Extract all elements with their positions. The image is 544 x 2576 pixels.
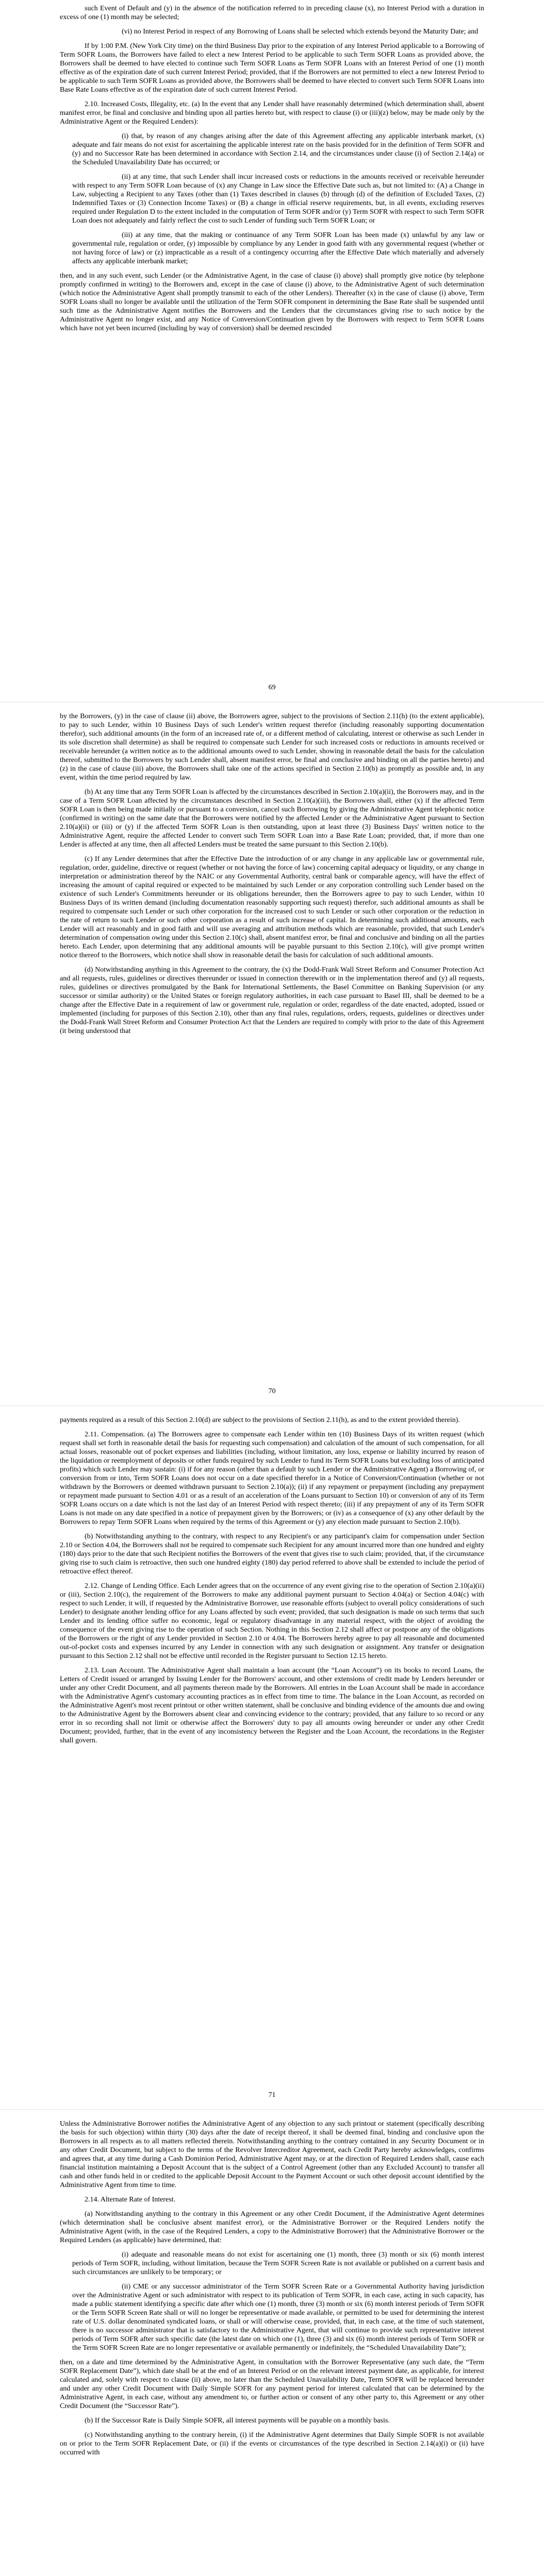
section-heading-paragraph: 2.13. Loan Account. The Administrative Agent shall maintain a loan account (the “Loan Account”) on its books to record Loans, the Letters of Credit issued or arranged by Issuing Lender for the Borrowers' account, and other extensions of credit made by Lenders hereunder or under any other Credit Document, and all payments thereon made by the Borrowers. All entries in the Loan Account shall be made in accordance with the Administrative Agent's customary accounting practices as in effect from time to time. The balance in the Loan Account, as recorded on the Administrative Agent's most recent printout or other written statement, shall be conclusive and binding evidence of the amounts due and owing to the Administrative Agent by the Borrowers absent clear and convincing evidence to the contrary; provided, that any failure to so record or any error in so recording shall not limit or otherwise affect the Borrowers' duty to pay all amounts owing hereunder or under any other Credit Document; provided, further, that in the event of any inconsistency between the Register and the Loan Account, the recordations in the Register shall govern. — [60, 1667, 484, 1744]
page-number: 70 — [268, 1387, 276, 1395]
page-number: 69 — [268, 684, 276, 691]
paragraph: (c) If any Lender determines that after the Effective Date the introduction of or any change in any applicable law or governmental rule, regulation, order, guideline, directive or request (whether or not having the force of law) concerning capital adequacy or liquidity, or any change in interpretation or administration thereof by the NAIC or any Governmental Authority, central bank or comparable agency, will have the effect of increasing the amount of capital required or expected to be maintained by such Lender or any corporation controlling such Lender based on the existence of such Lender's Commitments hereunder or its obligations hereunder, then the Borrowers agree to pay to such Lender, within 10 Business Days of its written demand (including documentation reasonably supporting such request) therefor, such additional amounts as shall be required to compensate such Lender or such other corporation for the increased cost to such Lender or such other corporation or the reduction in the rate of return to such Lender or such other corporation as a result of such increase of capital. In determining such additional amounts, each Lender will act reasonably and in good faith and will use averaging and attribution methods which are reasonable, provided, that such Lender's determination of compensation owing under this Section 2.10(c) shall, absent manifest error, be final and conclusive and binding on all the parties hereto. Each Lender, upon determining that any additional amounts will be payable pursuant to this Section 2.10(c), will give prompt written notice thereof to the Borrowers, which notice shall show in reasonable detail the basis for calculation of such additional amounts. — [60, 855, 484, 959]
paragraph: (iii) at any time, that the making or continuance of any Term SOFR Loan has been made (x) unlawful by any law or governmental rule, regulation or order, (y) impossible by compliance by any Lender in good faith with any governmental request (whether or not having force of law) or (z) impracticable as a result of a contingency occurring after the Effective Date which materially and adversely affects any applicable interbank market; — [72, 231, 484, 265]
page-number: 71 — [268, 2091, 276, 2099]
page-69-body — [60, 4, 484, 338]
page-divider — [0, 2109, 544, 2110]
paragraph: (b) Notwithstanding anything to the contrary, with respect to any Recipient's or any participant's claim for compensation under Section 2.10 or Section 4.04, the Borrowers shall not be required to compensate such Recipient for any amount incurred more than one hundred and eighty (180) days prior to the date that such Recipient notifies the Borrowers of the event that gives rise to such claim; provided, that, if the circumstance giving rise to such claim is retroactive, then such one hundred eighty (180) day period referred to above shall be extended to include the period of retroactive effect thereof. — [60, 1533, 484, 1575]
paragraph: then, and in any such event, such Lender (or the Administrative Agent, in the case of clause (i) above) shall promptly give notice (by telephone promptly confirmed in writing) to the Borrowers and, except in the case of clause (i) above, to the Administrative Agent of such determination (which notice the Administrative Agent shall promptly transmit to each of the other Lenders). Thereafter (x) in the case of clause (i) above, Term SOFR Loans shall no longer be available until the utilization of the Term SOFR component in determining the Base Rate shall be suspended until such time as the Administrative Agent notifies the Borrowers and the Lenders that the circumstances giving rise to such notice by the Administrative Agent no longer exist, and any Notice of Conversion/Continuation given by the Borrowers with respect to Term SOFR Loans which have not yet been incurred (including by way of conversion) shall be deemed rescinded — [60, 272, 484, 332]
page-71-body — [60, 1416, 484, 1751]
section-heading: 2.14. Alternate Rate of Interest. — [85, 2196, 176, 2204]
section-heading-paragraph: 2.12. Change of Lending Office. Each Lender agrees that on the occurrence of any event giving rise to the operation of Section 2.10(a)(ii) or (iii), Section 2.10(c), the requirement of the Borrowers to make any additional payment pursuant to Section 4.04(a) or Section 4.04(c) with respect to such Lender, it will, if requested by the Administrative Borrower, use reasonable efforts (subject to overall policy considerations of such Lender) to designate another lending office for any Loans affected by such event; provided, that such designation is made on such terms that such Lender and its lending office suffer no economic, legal or regulatory disadvantage in any material respect, with the object of avoiding the consequence of the event giving rise to the operation of such Section. Nothing in this Section 2.12 shall affect or postpone any of the obligations of the Borrowers or the right of any Lender provided in Section 2.10 or 4.04. The Borrowers hereby agree to pay all reasonable and documented out-of-pocket costs and expenses incurred by any Lender in connection with any such designation or assignment. Any transfer or designation pursuant to this Section 2.12 shall not be effective until recorded in the Register pursuant to Section 12.15 hereto. — [60, 1582, 484, 1660]
paragraph: payments required as a result of this Section 2.10(d) are subject to the provisions of Section 2.11(h), as and to the extent provided therein). — [60, 1416, 460, 1424]
paragraph: If by 1:00 P.M. (New York City time) on the third Business Day prior to the expiration of any Interest Period applicable to a Borrowing of Term SOFR Loans, the Borrowers have failed to elect a new Interest Period to be applicable to such Term SOFR Loans as provided above, the Borrowers shall be deemed to have elected to continue such Term SOFR Loans as Term SOFR Loans with an Interest Period of one (1) month effective as of the expiration date of such current Interest Period; provided, that if the Borrowers are not permitted to elect a new Interest Period to be applicable to such Term SOFR Loans as provided above, the Borrowers shall be deemed to have elected to convert such Term SOFR Loans into Base Rate Loans effective as of the expiration date of such current Interest Period. — [60, 42, 484, 94]
document-page-72 — [0, 2111, 544, 2576]
document-page-70 — [0, 704, 544, 1405]
paragraph: (b) At any time that any Term SOFR Loan is affected by the circumstances described in Section 2.10(a)(ii), the Borrowers may, and in the case of a Term SOFR Loan affected by the circumstances described in Section 2.10(a)(iii), the Borrowers shall, either (x) if the affected Term SOFR Loan is then being made initially or pursuant to a conversion, cancel such Borrowing by giving the Administrative Agent telephonic notice (confirmed in writing) on the same date that the Borrowers were notified by the affected Lender or the Administrative Agent pursuant to Section 2.10(a)(ii) or (iii) or (y) if the affected Term SOFR Loan is then outstanding, upon at least three (3) Business Days' written notice to the Administrative Agent, require the affected Lender to convert such Term SOFR Loan into a Base Rate Loan; provided, that, if more than one Lender is affected at any time, then all affected Lenders must be treated the same pursuant to this Section 2.10(b). — [60, 788, 484, 849]
paragraph: such Event of Default and (y) in the absence of the notification referred to in preceding clause (x), no Interest Period with a duration in excess of one (1) month may be selected; — [60, 5, 484, 21]
paragraph: (vi) no Interest Period in respect of any Borrowing of Loans shall be selected which extends beyond the Maturity Date; and — [122, 28, 479, 36]
section-heading-paragraph: 2.10. Increased Costs, Illegality, etc. (a) In the event that any Lender shall have reasonably determined (which determination shall, absent manifest error, be final and conclusive and binding upon all parties hereto but, with respect to clause (i) or (iii)(z) below, may be made only by the Administrative Agent or the Required Lenders): — [60, 100, 484, 126]
paragraph: (b) If the Successor Rate is Daily Simple SOFR, all interest payments will be payable on a monthly basis. — [85, 2417, 390, 2425]
paragraph: Unless the Administrative Borrower notifies the Administrative Agent of any objection to any such printout or statement (specifically describing the basis for such objection) within thirty (30) days after the date of receipt thereof, it shall be deemed final, binding and conclusive upon the Borrowers in all respects as to all matters reflected therein. Notwithstanding anything to the contrary contained in any Security Document or in any other Credit Document, but subject to the terms of the Revolver Intercreditor Agreement, each Credit Party hereby acknowledges, confirms and agrees that, at any time during a Cash Dominion Period, Administrative Agent may, or at the direction of Required Lenders shall, cause each financial institution maintaining a Deposit Account that is the subject of a Control Agreement (other than any Excluded Account) to transfer all cash and other funds held in or credited to the applicable Deposit Account to the Payment Account or such other deposit account identified by the Administrative Agent from time to time. — [60, 2120, 484, 2189]
paragraph: (ii) at any time, that such Lender shall incur increased costs or reductions in the amounts received or receivable hereunder with respect to any Term SOFR Loan because of (x) any Change in Law since the Effective Date such as, but not limited to: (A) a Change in Law, subjecting a Recipient to any Taxes (other than (1) Taxes described in clauses (b) through (d) of the definition of Excluded Taxes, (2) Indemnified Taxes or (3) Connection Income Taxes) or (B) a change in official reserve requirements, but, in all events, excluding reserves required under Regulation D to the extent included in the computation of Term SOFR and/or (y) Term SOFR with respect to such Term SOFR Loan does not adequately and fairly reflect the cost to such Lender of funding such Term SOFR Loan; or — [72, 173, 484, 225]
document-page-69 — [0, 0, 544, 702]
page-70-body — [60, 712, 484, 1041]
paragraph: (i) that, by reason of any changes arising after the date of this Agreement affecting any applicable interbank market, (x) adequate and fair means do not exist for ascertaining the applicable interest rate on the basis provided for in the definition of Term SOFR and (y) and no Successor Rate has been determined in accordance with Section 2.14, and the circumstances under clause (i) of Section 2.14(a) or the Scheduled Unavailability Date has occurred; or — [72, 132, 484, 166]
paragraph: (d) Notwithstanding anything in this Agreement to the contrary, the (x) the Dodd-Frank Wall Street Reform and Consumer Protection Act and all requests, rules, guidelines or directives thereunder or issued in connection therewith or in the implementation thereof and (y) all requests, rules, guidelines or directives promulgated by the Bank for International Settlements, the Basel Committee on Banking Supervision (or any successor or similar authority) or the United States or foreign regulatory authorities, in each case pursuant to Basel III, shall be deemed to be a change after the Effective Date in a requirement of law or government rule, regulation or order, regardless of the date enacted, adopted, issued or implemented (including for purposes of this Section 2.10), other than any final rules, regulations, orders, requests, guidelines or directives under the Dodd-Frank Wall Street Reform and Consumer Protection Act that the Lenders are required to comply with prior to the date of this Agreement (it being understood that — [60, 966, 484, 1035]
paragraph: (i) adequate and reasonable means do not exist for ascertaining one (1) month, three (3) month or six (6) month interest periods of Term SOFR, including, without limitation, because the Term SOFR Screen Rate is not available or published on a current basis and such circumstances are unlikely to be temporary; or — [72, 2251, 484, 2276]
paragraph: (ii) CME or any successor administrator of the Term SOFR Screen Rate or a Governmental Authority having jurisdiction over the Administrative Agent or such administrator with respect to its publication of Term SOFR, in each case, acting in such capacity, has made a public statement identifying a specific date after which one (1) month, three (3) month or six (6) month interest periods of Term SOFR or the Term SOFR Screen Rate shall or will no longer be representative or made available, or permitted to be used for determining the interest rate of U.S. dollar denominated syndicated loans, or shall or will otherwise cease, provided, that, in each case, at the time of such statement, there is no successor administrator that is satisfactory to the Administrative Agent, that will continue to provide such representative interest periods of Term SOFR after such specific date (the latest date on which one (1), three (3) and six (6) month interest periods of Term SOFR or the Term SOFR Screen Rate are no longer representative or available permanently or indefinitely, the “Scheduled Unavailability Date”); — [72, 2283, 484, 2352]
paragraph: then, on a date and time determined by the Administrative Agent, in consultation with the Borrower Representative (any such date, the “Term SOFR Replacement Date”), which date shall be at the end of an Interest Period or on the relevant interest payment date, as applicable, for interest calculated and, solely with respect to clause (ii) above, no later than the Scheduled Unavailability Date, Term SOFR will be replaced hereunder and under any other Credit Document with Daily Simple SOFR for any payment period for interest calculated that can be determined by the Administrative Agent, in each case, without any amendment to, or further action or consent of any other party to, this Agreement or any other Credit Document (the “Successor Rate”). — [60, 2359, 484, 2410]
section-heading-paragraph: 2.11. Compensation. (a) The Borrowers agree to compensate each Lender within ten (10) Business Days of its written request (which request shall set forth in reasonable detail the basis for requesting such compensation) and calculation of the amount of such compensation, for all actual losses, reasonable out of pocket expenses and liabilities (including, without limitation, any loss, expense or liability incurred by reason of the liquidation or reemployment of deposits or other funds required by such Lender to fund its Term SOFR Loans but excluding loss of anticipated profits) which such Lender may sustain: (i) if for any reason (other than a default by such Lender or the Administrative Agent) a Borrowing of, or conversion from or into, Term SOFR Loans does not occur on a date specified therefor in a Notice of Conversion/Continuation (whether or not withdrawn by the Borrowers or deemed withdrawn pursuant to Section 2.10(a)); (ii) if any repayment or prepayment (including any prepayment or repayment made pursuant to Section 4.01 or as a result of an acceleration of the Loans pursuant to Section 10) or conversion of any of its Term SOFR Loans occurs on a date which is not the last day of an Interest Period with respect thereto; (iii) if any prepayment of any of its Term SOFR Loans is not made on any date specified in a notice of prepayment given by the Borrowers; or (iv) as a consequence of (x) any other default by the Borrowers to repay Term SOFR Loans when required by the terms of this Agreement or (y) any election made pursuant to Section 2.10(b). — [60, 1431, 484, 1526]
paragraph: (c) Notwithstanding anything to the contrary herein, (i) if the Administrative Agent determines that Daily Simple SOFR is not available on or prior to the Term SOFR Replacement Date, or (ii) if the events or circumstances of the type described in Section 2.14(a)(i) or (ii) have occurred with — [60, 2431, 484, 2456]
paragraph: by the Borrowers, (y) in the case of clause (ii) above, the Borrowers agree, subject to the provisions of Section 2.11(h) (to the extent applicable), to pay to such Lender, within 10 Business Days of such Lender's written request therefor (including reasonably supporting documentation therefor), such additional amounts (in the form of an increased rate of, or a different method of calculating, interest or otherwise as such Lender in its sole discretion shall determine) as shall be required to compensate such Lender for such increased costs or reductions in amounts received or receivable hereunder (a written notice as to the additional amounts owed to such Lender, showing in reasonable detail the basis for the calculation thereof, submitted to the Borrowers by such Lender shall, absent manifest error, be final and conclusive and binding on all the parties hereto) and (z) in the case of clause (iii) above, the Borrowers shall take one of the actions specified in Section 2.10(b) as promptly as possible and, in any event, within the time period required by law. — [60, 713, 484, 782]
page-72-body — [60, 2120, 484, 2463]
page-divider — [0, 1405, 544, 1406]
document-page-71 — [0, 1408, 544, 2109]
paragraph: (a) Notwithstanding anything to the contrary in this Agreement or any other Credit Document, if the Administrative Agent determines (which determination shall be conclusive absent manifest error), or the Administrative Borrower or the Required Lenders notify the Administrative Agent (with, in the case of the Required Lenders, a copy to the Administrative Borrower) that the Administrative Borrower or the Required Lenders (as applicable) have determined, that: — [60, 2210, 484, 2244]
